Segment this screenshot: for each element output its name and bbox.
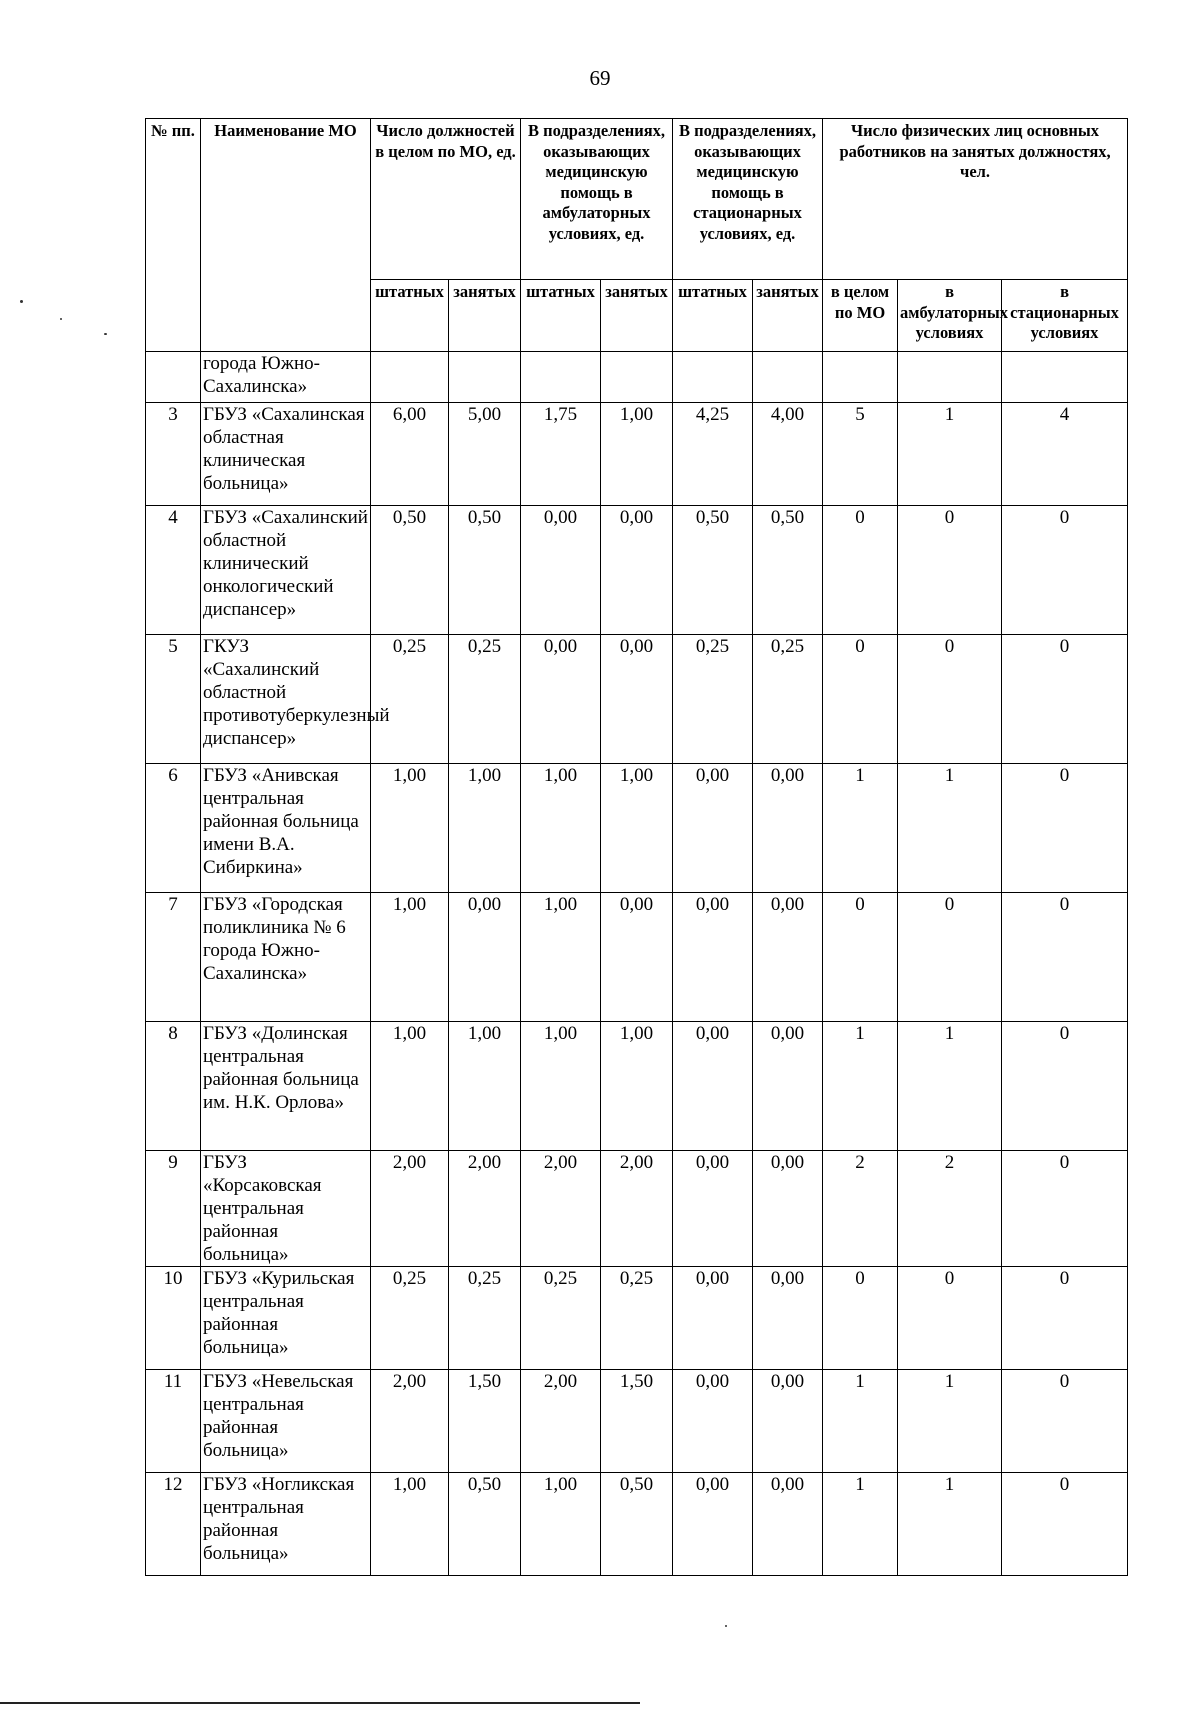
cell-persons-ambulatory: 2 bbox=[898, 1151, 1002, 1267]
cell-persons-ambulatory: 1 bbox=[898, 1473, 1002, 1576]
cell-persons-inpatient: 0 bbox=[1002, 1370, 1128, 1473]
cell-amb-occupied: 1,00 bbox=[601, 403, 673, 506]
header-persons-ambulatory: в амбулаторных условиях bbox=[898, 280, 1002, 352]
page-number: 69 bbox=[589, 66, 611, 90]
table-row bbox=[146, 1022, 1128, 1151]
cell-inp-occupied: 4,00 bbox=[753, 403, 823, 506]
header-total-staff: штатных bbox=[371, 280, 449, 352]
cell-amb-occupied: 0,50 bbox=[601, 1473, 673, 1576]
row-number: 8 bbox=[146, 1022, 201, 1151]
cell-amb-occupied: 0,25 bbox=[601, 1267, 673, 1370]
cell-inp-staff: 0,00 bbox=[673, 1473, 753, 1576]
cell-persons-inpatient: 0 bbox=[1002, 1022, 1128, 1151]
cell-total-occupied: 5,00 bbox=[449, 403, 521, 506]
cell-inp-staff: 0,00 bbox=[673, 1267, 753, 1370]
cell-amb-staff: 2,00 bbox=[521, 1151, 601, 1267]
row-number: 3 bbox=[146, 403, 201, 506]
table-row bbox=[146, 764, 1128, 893]
cell-inp-staff: 0,00 bbox=[673, 1370, 753, 1473]
row-number: 12 bbox=[146, 1473, 201, 1576]
header-inp-staff: штатных bbox=[673, 280, 753, 352]
cell-inp-staff: 0,00 bbox=[673, 764, 753, 893]
header-amb-staff: штатных bbox=[521, 280, 601, 352]
cell-inp-occupied: 0,25 bbox=[753, 635, 823, 764]
row-number: 4 bbox=[146, 506, 201, 635]
scan-speck bbox=[104, 333, 107, 335]
cell-amb-occupied: 0,00 bbox=[601, 893, 673, 1022]
cell-persons-total: 0 bbox=[823, 506, 898, 635]
mo-name: ГБУЗ «Невельская центральная районная больница» bbox=[201, 1370, 371, 1473]
header-persons: Число физических лиц основных работников на занятых должностях, чел. bbox=[823, 119, 1128, 280]
cell-amb-occupied: 0,00 bbox=[601, 506, 673, 635]
scan-speck bbox=[725, 1625, 727, 1627]
mo-name: ГБУЗ «Ногликская центральная районная больница» bbox=[201, 1473, 371, 1576]
mo-name: города Южно-Сахалинска» bbox=[201, 352, 371, 403]
cell-amb-staff: 1,75 bbox=[521, 403, 601, 506]
cell-total-staff: 1,00 bbox=[371, 1473, 449, 1576]
cell-inp-staff: 0,25 bbox=[673, 635, 753, 764]
cell-persons-ambulatory: 1 bbox=[898, 403, 1002, 506]
cell-total-occupied: 1,50 bbox=[449, 1370, 521, 1473]
cell-inp-staff: 0,00 bbox=[673, 893, 753, 1022]
table-row bbox=[146, 1473, 1128, 1576]
cell-persons-total: 0 bbox=[823, 1267, 898, 1370]
row-number: 5 bbox=[146, 635, 201, 764]
cell-amb-occupied: 1,50 bbox=[601, 1370, 673, 1473]
table-row bbox=[146, 1267, 1128, 1370]
cell-amb-occupied bbox=[601, 352, 673, 403]
cell-persons-total: 1 bbox=[823, 1473, 898, 1576]
cell-total-staff: 0,25 bbox=[371, 1267, 449, 1370]
mo-name: ГБУЗ «Корсаковская центральная районная больница» bbox=[201, 1151, 371, 1267]
row-number: 11 bbox=[146, 1370, 201, 1473]
cell-total-staff bbox=[371, 352, 449, 403]
cell-inp-occupied: 0,00 bbox=[753, 1473, 823, 1576]
cell-total-occupied: 1,00 bbox=[449, 764, 521, 893]
cell-inp-occupied bbox=[753, 352, 823, 403]
cell-persons-inpatient: 4 bbox=[1002, 403, 1128, 506]
cell-persons-total: 5 bbox=[823, 403, 898, 506]
cell-amb-staff: 0,00 bbox=[521, 506, 601, 635]
scan-edge-line bbox=[0, 1702, 640, 1704]
table-row bbox=[146, 506, 1128, 635]
cell-inp-occupied: 0,00 bbox=[753, 1267, 823, 1370]
cell-total-occupied: 0,50 bbox=[449, 506, 521, 635]
cell-persons-inpatient: 0 bbox=[1002, 764, 1128, 893]
mo-name: ГБУЗ «Долинская центральная районная больница им. Н.К. Орлова» bbox=[201, 1022, 371, 1151]
cell-amb-occupied: 1,00 bbox=[601, 764, 673, 893]
header-mo-name: Наименование МО bbox=[201, 119, 371, 352]
cell-inp-occupied: 0,00 bbox=[753, 1151, 823, 1267]
table-row bbox=[146, 635, 1128, 764]
table-row bbox=[146, 1151, 1128, 1267]
cell-inp-staff bbox=[673, 352, 753, 403]
row-number bbox=[146, 352, 201, 403]
cell-inp-occupied: 0,00 bbox=[753, 1022, 823, 1151]
cell-persons-inpatient: 0 bbox=[1002, 506, 1128, 635]
cell-persons-ambulatory: 1 bbox=[898, 1370, 1002, 1473]
header-amb-occupied: занятых bbox=[601, 280, 673, 352]
mo-name: ГБУЗ «Курильская центральная районная больница» bbox=[201, 1267, 371, 1370]
cell-total-staff: 6,00 bbox=[371, 403, 449, 506]
mo-name: ГКУЗ «Сахалинский областной противотуберкулезный диспансер» bbox=[201, 635, 371, 764]
table-row bbox=[146, 352, 1128, 403]
header-total-occupied: занятых bbox=[449, 280, 521, 352]
header-inpatient-positions: В подразделениях, оказывающих медицинскую помощь в стационарных условиях, ед. bbox=[673, 119, 823, 280]
cell-amb-occupied: 2,00 bbox=[601, 1151, 673, 1267]
cell-inp-staff: 0,00 bbox=[673, 1022, 753, 1151]
cell-total-staff: 0,25 bbox=[371, 635, 449, 764]
table-row bbox=[146, 403, 1128, 506]
row-number: 6 bbox=[146, 764, 201, 893]
scan-speck bbox=[60, 318, 62, 320]
cell-inp-occupied: 0,50 bbox=[753, 506, 823, 635]
header-total-positions: Число должностей в целом по МО, ед. bbox=[371, 119, 521, 280]
cell-total-staff: 1,00 bbox=[371, 893, 449, 1022]
header-persons-total: в целом по МО bbox=[823, 280, 898, 352]
table-row bbox=[146, 893, 1128, 1022]
cell-persons-total: 1 bbox=[823, 1022, 898, 1151]
cell-amb-staff: 1,00 bbox=[521, 1473, 601, 1576]
cell-persons-total: 1 bbox=[823, 764, 898, 893]
cell-total-staff: 2,00 bbox=[371, 1370, 449, 1473]
cell-amb-staff: 2,00 bbox=[521, 1370, 601, 1473]
mo-name: ГБУЗ «Сахалинский областной клинический онкологический диспансер» bbox=[201, 506, 371, 635]
cell-persons-total: 1 bbox=[823, 1370, 898, 1473]
cell-total-staff: 1,00 bbox=[371, 764, 449, 893]
cell-total-occupied: 0,00 bbox=[449, 893, 521, 1022]
scan-speck bbox=[20, 300, 23, 303]
cell-total-occupied: 0,50 bbox=[449, 1473, 521, 1576]
cell-persons-total bbox=[823, 352, 898, 403]
cell-amb-staff: 1,00 bbox=[521, 764, 601, 893]
cell-amb-staff: 0,00 bbox=[521, 635, 601, 764]
cell-total-staff: 1,00 bbox=[371, 1022, 449, 1151]
cell-persons-inpatient: 0 bbox=[1002, 1151, 1128, 1267]
cell-amb-staff: 1,00 bbox=[521, 1022, 601, 1151]
cell-persons-ambulatory: 0 bbox=[898, 893, 1002, 1022]
cell-persons-ambulatory: 1 bbox=[898, 764, 1002, 893]
header-number: № пп. bbox=[146, 119, 201, 352]
cell-amb-staff bbox=[521, 352, 601, 403]
cell-inp-occupied: 0,00 bbox=[753, 893, 823, 1022]
cell-total-occupied: 0,25 bbox=[449, 1267, 521, 1370]
cell-persons-inpatient: 0 bbox=[1002, 893, 1128, 1022]
cell-total-staff: 2,00 bbox=[371, 1151, 449, 1267]
mo-name: ГБУЗ «Сахалинская областная клиническая больница» bbox=[201, 403, 371, 506]
cell-total-occupied: 0,25 bbox=[449, 635, 521, 764]
cell-persons-ambulatory: 0 bbox=[898, 635, 1002, 764]
mo-name: ГБУЗ «Городская поликлиника № 6 города Южно-Сахалинска» bbox=[201, 893, 371, 1022]
cell-amb-staff: 1,00 bbox=[521, 893, 601, 1022]
cell-persons-inpatient: 0 bbox=[1002, 1267, 1128, 1370]
table-row bbox=[146, 1370, 1128, 1473]
header-ambulatory-positions: В подразделениях, оказывающих медицинскую помощь в амбулаторных условиях, ед. bbox=[521, 119, 673, 280]
cell-persons-total: 0 bbox=[823, 635, 898, 764]
table-body bbox=[146, 352, 1128, 1576]
cell-persons-ambulatory: 1 bbox=[898, 1022, 1002, 1151]
header-persons-inpatient: в стационарных условиях bbox=[1002, 280, 1128, 352]
row-number: 10 bbox=[146, 1267, 201, 1370]
cell-persons-ambulatory: 0 bbox=[898, 506, 1002, 635]
cell-persons-total: 2 bbox=[823, 1151, 898, 1267]
cell-persons-inpatient: 0 bbox=[1002, 635, 1128, 764]
header-inp-occupied: занятых bbox=[753, 280, 823, 352]
cell-total-staff: 0,50 bbox=[371, 506, 449, 635]
cell-inp-staff: 0,50 bbox=[673, 506, 753, 635]
cell-inp-staff: 0,00 bbox=[673, 1151, 753, 1267]
cell-amb-occupied: 1,00 bbox=[601, 1022, 673, 1151]
cell-inp-occupied: 0,00 bbox=[753, 1370, 823, 1473]
cell-total-occupied bbox=[449, 352, 521, 403]
cell-persons-ambulatory: 0 bbox=[898, 1267, 1002, 1370]
cell-total-occupied: 2,00 bbox=[449, 1151, 521, 1267]
mo-name: ГБУЗ «Анивская центральная районная больница имени В.А. Сибиркина» bbox=[201, 764, 371, 893]
cell-persons-inpatient: 0 bbox=[1002, 1473, 1128, 1576]
cell-amb-staff: 0,25 bbox=[521, 1267, 601, 1370]
cell-amb-occupied: 0,00 bbox=[601, 635, 673, 764]
row-number: 9 bbox=[146, 1151, 201, 1267]
mo-staffing-table bbox=[145, 118, 1128, 1576]
cell-persons-total: 0 bbox=[823, 893, 898, 1022]
cell-inp-staff: 4,25 bbox=[673, 403, 753, 506]
cell-total-occupied: 1,00 bbox=[449, 1022, 521, 1151]
cell-inp-occupied: 0,00 bbox=[753, 764, 823, 893]
cell-persons-inpatient bbox=[1002, 352, 1128, 403]
cell-persons-ambulatory bbox=[898, 352, 1002, 403]
row-number: 7 bbox=[146, 893, 201, 1022]
